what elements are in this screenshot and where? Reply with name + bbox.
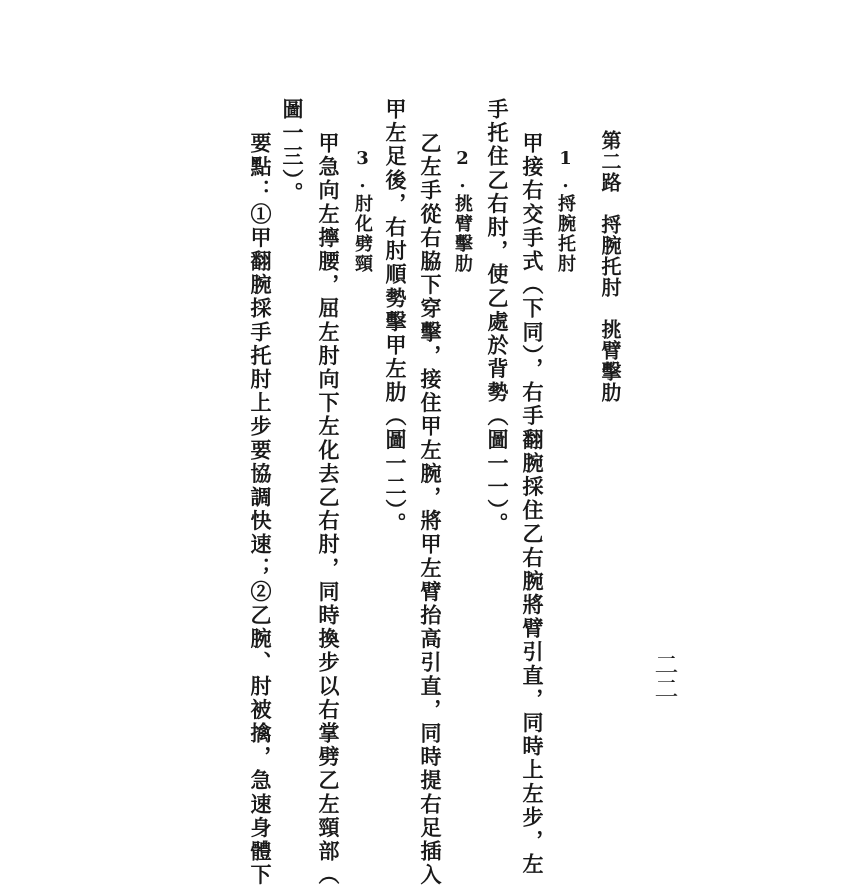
body-line-4: 甲左足後，右肘順勢擊甲左肋（圖一二）。 xyxy=(383,98,408,536)
body-line-1: 甲接右交手式（下同），右手翻腕採住乙右腕將臂引直，同時上左步，左 xyxy=(520,132,545,877)
body-line-3: 乙左手從右脇下穿擊，接住甲左腕，將甲左臂抬高引直，同時提右足插入 xyxy=(418,132,443,887)
key-points-line: 要點：①甲翻腕採手托肘上步要協調快速；②乙腕、肘被擒，急速身體下 xyxy=(248,132,273,887)
page-number: 二二 xyxy=(650,652,678,700)
body-line-6: 圖一三）。 xyxy=(280,98,305,206)
section-heading-3: 3.肘化劈頸 xyxy=(352,148,373,274)
section-heading-2: 2.挑臂擊肋 xyxy=(452,148,473,274)
body-line-5: 甲急向左擰腰，屈左肘向下左化去乙右肘，同時換步以右掌劈乙左頸部（ xyxy=(316,132,341,887)
section-heading-1: 1.捋腕托肘 xyxy=(555,148,576,274)
body-line-2: 手托住乙右肘，使乙處於背勢（圖一一）。 xyxy=(485,98,510,536)
chapter-title: 第二路 捋腕托肘 挑臂擊肋 xyxy=(598,130,622,403)
